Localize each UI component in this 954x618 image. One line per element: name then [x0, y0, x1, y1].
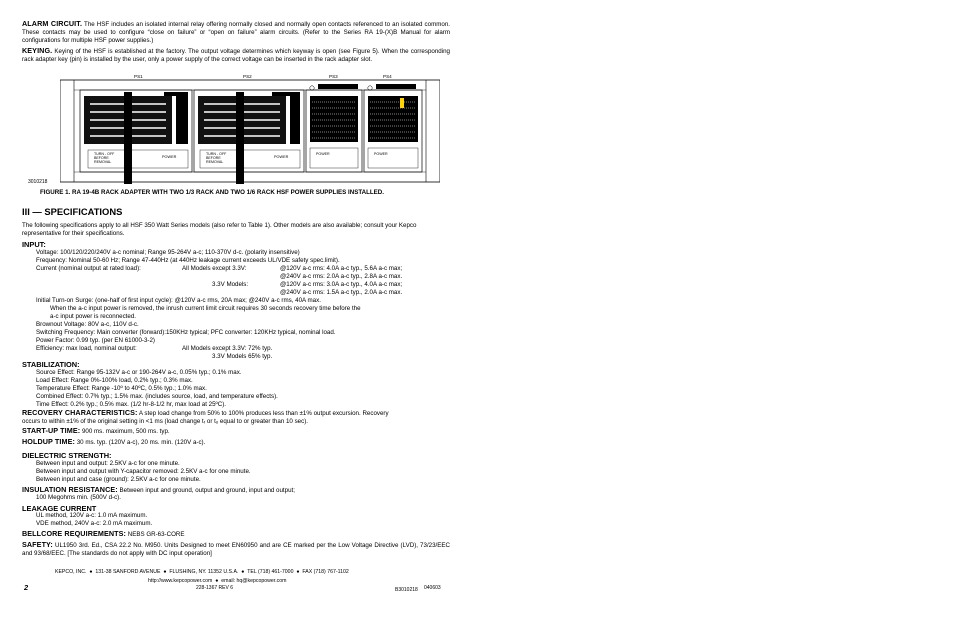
- safety-text: UL1950 3rd. Ed., CSA 22.2 No. M950. Units Designed to meet EN60950 and are CE marked per the Low Voltage Directive (LVD), 73/23/EEC and 93/68/EEC. [The standards do not apply with DC input operation]: [22, 542, 450, 557]
- holdup-paragraph: [22, 438, 205, 446]
- alarm-circuit-text: The HSF includes an isolated internal relay offering normally closed and normally open contacts referenced to an isolated common. These contacts may be used to configure “close on failure” or “open on failure” alarm circuits. (Refer to the Series RA 19-(X)B Manual for alarm configurations for multiple HSF power supplies.): [22, 21, 450, 45]
- input-heading: INPUT:: [22, 240, 46, 249]
- svg-text:POWER: POWER: [162, 155, 177, 159]
- bullet-icon: ●: [239, 569, 246, 575]
- footer-code: B3010218: [395, 587, 418, 593]
- input-current-label: Current (nominal output at rated load):: [36, 265, 141, 272]
- figure-label-ps1: PS1: [134, 74, 143, 79]
- startup-text: 900 ms. maximum, 500 ms. typ.: [81, 428, 170, 435]
- stabilization-heading: STABILIZATION:: [22, 360, 80, 369]
- figure-label-ps4: PS4: [383, 74, 392, 79]
- input-surge-note-2: a-c input power is reconnected.: [50, 313, 136, 320]
- figure-id: 3010218: [28, 179, 48, 185]
- footer-tel: TEL (718) 461-7000: [247, 569, 294, 575]
- input-power-factor: Power Factor: 0.99 typ. (per EN 61000-3-2): [36, 337, 155, 344]
- power-supply-ps1: [80, 90, 192, 184]
- power-supply-ps3: [306, 84, 362, 172]
- svg-text:TURN - OFF: TURN - OFF: [94, 152, 115, 156]
- footer-date: 040603: [424, 585, 441, 591]
- input-all-models-120: @120V a-c rms: 4.0A a-c typ., 5.6A a-c max;: [280, 265, 403, 272]
- rack-adapter-drawing: [60, 72, 440, 187]
- svg-text:BEFORE: BEFORE: [206, 156, 221, 160]
- input-all-models-240: @240V a-c rms: 2.0A a-c typ., 2.8A a-c max.: [280, 273, 403, 280]
- input-frequency: Frequency: Nominal 50-60 Hz; Range 47-440Hz (at 440Hz leakage current exceeds UL/VDE safety spec.limit).: [36, 257, 340, 264]
- input-efficiency-33v: 3.3V Models 65% typ.: [212, 353, 273, 360]
- alarm-circuit-heading: ALARM CIRCUIT.: [22, 19, 83, 28]
- safety-heading: SAFETY:: [22, 540, 53, 549]
- dielectric-line-3: Between input and case (ground): 2.5KV a-c for one minute.: [36, 476, 201, 483]
- footer-web[interactable]: http://www.kepcopower.com: [148, 578, 213, 584]
- bellcore-heading: BELLCORE REQUIREMENTS:: [22, 529, 127, 538]
- stabilization-combined: Combined Effect: 0.7% typ.; 1.5% max. (includes source, load, and temperature effects).: [36, 393, 278, 400]
- keying-heading: KEYING.: [22, 46, 53, 55]
- recovery-text-1: A step load change from 50% to 100% produces less than ±1% output excursion. Recovery: [138, 410, 389, 417]
- startup-paragraph: [22, 427, 170, 435]
- input-surge-note: When the a-c input power is removed, the inrush current limit circuit requires 30 seconds recovery time before the: [50, 305, 361, 312]
- bullet-icon: ●: [161, 569, 168, 575]
- dielectric-heading: DIELECTRIC STRENGTH:: [22, 451, 112, 460]
- bullet-icon: ●: [213, 578, 220, 584]
- holdup-text: 30 ms. typ. (120V a-c), 20 ms. min. (120V a-c).: [76, 439, 206, 446]
- stabilization-time: Time Effect: 0.2% typ.; 0.5% max. (1/2 hr-8-1/2 hr, max load at 25ºC).: [36, 401, 227, 408]
- recovery-text-2: occurs to within ±1% of the original setting in <1 ms (load change tᵣ or tₒ equal to or greater than 10 sec).: [22, 418, 308, 425]
- input-brownout: Brownout Voltage: 80V a-c, 110V d-c.: [36, 321, 139, 328]
- figure-caption: FIGURE 1. RA 19-4B RACK ADAPTER WITH TWO 1/3 RACK AND TWO 1/6 RACK HSF POWER SUPPLIES INSTALLED.: [40, 189, 384, 196]
- insulation-text-2: 100 Megohms min. (500V d-c).: [36, 494, 121, 501]
- svg-text:BEFORE: BEFORE: [94, 156, 109, 160]
- footer-fax: FAX (718) 767-1102: [302, 569, 349, 575]
- svg-text:REMOVAL: REMOVAL: [206, 160, 224, 164]
- keying-paragraph: [22, 47, 450, 64]
- leakage-heading: LEAKAGE CURRENT: [22, 504, 97, 513]
- stabilization-source: Source Effect: Range 95-132V a-c or 190-264V a-c, 0.05% typ.; 0.1% max.: [36, 369, 242, 376]
- input-voltage: Voltage: 100/120/220/240V a-c nominal; Range 95-264V a-c; 110-370V d-c. (polarity insensitive): [36, 249, 300, 256]
- holdup-heading: HOLDUP TIME:: [22, 437, 75, 446]
- footer-city: FLUSHING, NY. 11352 U.S.A.: [169, 569, 239, 575]
- input-efficiency-label: Efficiency: max load, nominal output:: [36, 345, 137, 352]
- keying-text: Keying of the HSF is established at the factory. The output voltage determines which keyway is open (see Figure 5). When the corresponding rack adapter key (pin) is installed by the user, only a power supply of the correct voltage can be inserted in the rack adapter slot.: [22, 48, 450, 64]
- insulation-text: Between input and ground, output and ground, input and output;: [119, 487, 295, 494]
- svg-text:POWER: POWER: [274, 155, 289, 159]
- figure-label-ps2: PS2: [243, 74, 252, 79]
- svg-text:POWER: POWER: [374, 152, 388, 156]
- footer-contact-line: [55, 569, 349, 575]
- svg-text:POWER: POWER: [316, 152, 330, 156]
- leakage-ul: UL method, 120V a-c: 1.0 mA maximum.: [36, 512, 148, 519]
- footer-company: KEPCO, INC.: [55, 569, 87, 575]
- figure-label-ps3: PS3: [329, 74, 338, 79]
- alarm-circuit-paragraph: [22, 20, 450, 46]
- leakage-vde: VDE method, 240V a-c: 2.0 mA maximum.: [36, 520, 153, 527]
- recovery-heading: RECOVERY CHARACTERISTICS:: [22, 408, 138, 417]
- recovery-paragraph: [22, 409, 389, 417]
- input-33v-label: 3.3V Models:: [212, 281, 249, 288]
- footer-address: 131-38 SANFORD AVENUE: [95, 569, 161, 575]
- svg-text:TURN - OFF: TURN - OFF: [206, 152, 227, 156]
- stabilization-load: Load Effect: Range 0%-100% load, 0.2% typ.; 0.3% max.: [36, 377, 193, 384]
- power-supply-ps4: [364, 84, 422, 172]
- insulation-heading: INSULATION RESISTANCE:: [22, 485, 118, 494]
- startup-heading: START-UP TIME:: [22, 426, 81, 435]
- input-33v-240: @240V a-c rms: 1.5A a-c typ., 2.0A a-c max.: [280, 289, 403, 296]
- input-efficiency-all: All Models except 3.3V: 72% typ.: [182, 345, 273, 352]
- bellcore-text: NEBS GR-63-CORE: [127, 531, 185, 538]
- specifications-heading: III — SPECIFICATIONS: [22, 206, 123, 217]
- footer-web-line: [148, 578, 286, 584]
- bullet-icon: ●: [87, 569, 94, 575]
- bullet-icon: ●: [294, 569, 301, 575]
- input-surge: Initial Turn-on Surge: (one-half of first input cycle): @120V a-c rms, 20A max; @240V a-c rms, 40A max.: [36, 297, 321, 304]
- page-number: 2: [24, 583, 29, 592]
- dielectric-line-1: Between input and output: 2.5KV a-c for one minute.: [36, 460, 180, 467]
- svg-text:REMOVAL: REMOVAL: [94, 160, 112, 164]
- power-supply-ps2: [194, 90, 304, 184]
- input-all-models-label: All Models except 3.3V:: [182, 265, 247, 272]
- bellcore-paragraph: [22, 530, 185, 538]
- footer-email[interactable]: email: hq@kepcopower.com: [221, 578, 287, 584]
- footer-doc-number: 228-1367 REV 6: [196, 585, 233, 591]
- input-switching: Switching Frequency: Main converter (forward):150KHz typical; PFC converter: 120KHz typical, nominal load.: [36, 329, 336, 336]
- safety-paragraph: [22, 541, 450, 558]
- specifications-intro: The following specifications apply to all HSF 350 Watt Series models (also refer to Table 1). Other models are also available; consult your Kepco representative for their specifications.: [22, 222, 417, 237]
- dielectric-line-2: Between input and output with Y-capacitor removed: 2.5KV a-c for one minute.: [36, 468, 251, 475]
- input-33v-120: @120V a-c rms: 3.0A a-c typ., 4.0A a-c max;: [280, 281, 403, 288]
- stabilization-temperature: Temperature Effect: Range -10º to 40ºC, 0.5% typ.; 1.0% max.: [36, 385, 207, 392]
